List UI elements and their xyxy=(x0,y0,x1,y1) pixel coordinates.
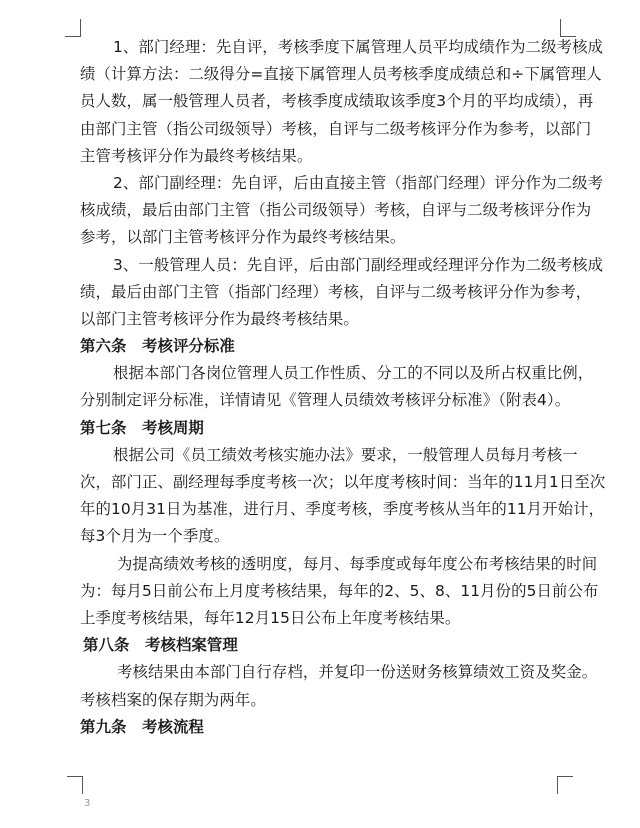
text-line: 根据公司《员工绩效考核实施办法》要求，一般管理人员每月考核一 xyxy=(113,445,578,464)
heading-text: 第九条 考核流程 xyxy=(80,717,204,736)
text-line: 考核结果由本部门自行存档，并复印一份送财务核算绩效工资及奖金。 xyxy=(117,663,598,682)
text-line: 员人数，属一般管理人员者，考核季度成绩取该季度3个月的平均成绩），再 xyxy=(80,92,594,111)
crop-mark-bottom-right xyxy=(557,776,573,794)
text-line: 考核档案的保存期为两年。 xyxy=(80,690,266,709)
text-line: 2、部门副经理：先自评，后由直接主管（指部门经理）评分作为二级考 xyxy=(113,173,604,192)
document-body xyxy=(80,34,606,741)
text-line: 每3个月为一个季度。 xyxy=(80,527,230,546)
paragraph xyxy=(80,360,594,414)
section-heading xyxy=(80,333,580,360)
text-line: 核成绩，最后由部门主管（指公司级领导）考核，自评与二级考核评分作为 xyxy=(80,201,592,220)
text-line: 1、部门经理：先自评，考核季度下属管理人员平均成绩作为二级考核成 xyxy=(113,38,604,56)
paragraph xyxy=(80,252,604,334)
text-line: 绩，最后由部门主管（指部门经理）考核，自评与二级考核评分作为参考， xyxy=(80,282,592,301)
text-line: 为提高绩效考核的透明度，每月、每季度或每年度公布考核结果的时间 xyxy=(117,554,598,573)
text-line: 分别制定评分标准，详情请见《管理人员绩效考核评分标准》（附表4）。 xyxy=(80,391,571,410)
section-heading xyxy=(80,714,580,741)
section-heading xyxy=(80,415,580,442)
text-line: 次，部门正、副经理每季度考核一次；以年度考核时间：当年的11月1日至次 xyxy=(80,473,606,491)
paragraph xyxy=(80,659,598,713)
page-number: 3 xyxy=(84,798,91,809)
crop-mark-top-left xyxy=(65,19,81,37)
text-line: 上季度考核结果，每年12月15日公布上年度考核结果。 xyxy=(80,608,461,627)
text-line: 3、一般管理人员：先自评，后由部门副经理或经理评分作为二级考核成 xyxy=(113,255,604,274)
text-line: 绩（计算方法：二级得分=直接下属管理人员考核季度成绩总和÷下属管理人 xyxy=(80,65,602,84)
crop-mark-bottom-left xyxy=(67,776,83,794)
paragraph xyxy=(80,34,604,170)
text-line: 根据本部门各岗位管理人员工作性质、分工的不同以及所占权重比例， xyxy=(113,364,594,383)
paragraph xyxy=(80,442,606,551)
heading-text: 第八条 考核档案管理 xyxy=(83,636,238,655)
paragraph xyxy=(80,170,604,252)
text-line: 参考，以部门主管考核评分作为最终考核结果。 xyxy=(80,228,406,247)
text-line: 由部门主管（指公司级领导）考核，自评与二级考核评分作为参考，以部门 xyxy=(80,119,592,138)
heading-text: 第七条 考核周期 xyxy=(80,418,204,437)
text-line: 主管考核评分作为最终考核结果。 xyxy=(80,146,313,165)
text-line: 以部门主管考核评分作为最终考核结果。 xyxy=(80,309,359,328)
heading-text: 第六条 考核评分标准 xyxy=(80,337,235,356)
text-line: 为：每月5日前公布上月度考核结果，每年的2、5、8、11月份的5日前公布 xyxy=(80,581,599,600)
paragraph xyxy=(80,551,599,633)
section-heading xyxy=(80,632,580,659)
text-line: 年的10月31日为基准，进行月、季度考核，季度考核从当年的11月开始计， xyxy=(80,500,605,519)
